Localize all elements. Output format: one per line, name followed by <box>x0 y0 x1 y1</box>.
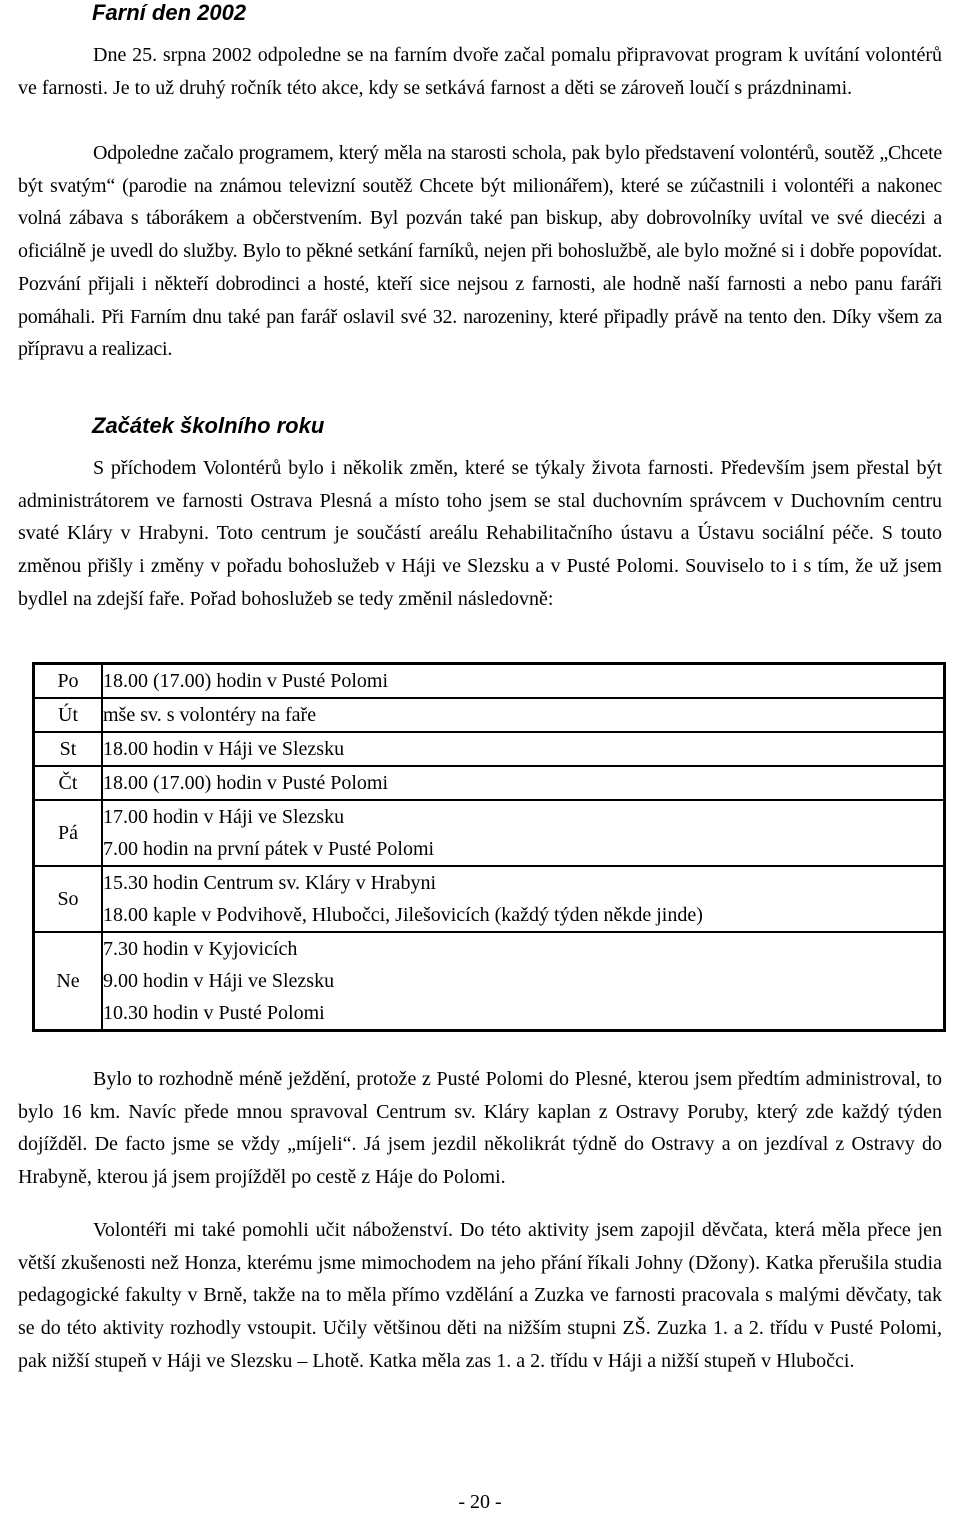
times-cell <box>102 664 945 699</box>
service-time: 10.30 hodin v Pusté Polomi <box>103 1002 325 1024</box>
schedule-row <box>34 866 945 932</box>
service-time: 18.00 (17.00) hodin v Pusté Polomi <box>103 670 389 692</box>
paragraph: S příchodem Volontérů bylo i několik změn, které se týkaly života farnosti. Především jsem přestal být administrátorem ve farnosti Ostrava Plesná a místo toho jsem se stal duchovním správcem v Duchovním centru svaté Kláry v Hrabyni. Toto centrum je součástí areálu Rehabilitačního ústavu a Ústavu sociální péče. S touto změnou přišly i změny v pořadu bohoslužeb v Háji ve Slezsku a v Pusté Polomi. Souviselo to i s tím, že už jsem bydlel na zdejší faře. Pořad bohoslužeb se tedy změnil následovně: <box>18 457 942 610</box>
day-cell: So <box>34 866 103 932</box>
mass-schedule-table <box>32 662 946 1032</box>
schedule-row <box>34 732 945 766</box>
service-time: 18.00 hodin v Háji ve Slezsku <box>103 738 345 760</box>
schedule-row <box>34 932 945 1031</box>
times-cell <box>102 800 945 866</box>
service-time: 17.00 hodin v Háji ve Slezsku <box>103 806 345 828</box>
times-cell <box>102 698 945 732</box>
service-time: 18.00 (17.00) hodin v Pusté Polomi <box>103 772 389 794</box>
paragraph: Dne 25. srpna 2002 odpoledne se na farním dvoře začal pomalu připravovat program k uvítání volontérů ve farnosti. Je to už druhý ročník této akce, kdy se setkává farnost a děti se zároveň loučí s prázdninami. <box>18 44 942 99</box>
day-cell: Út <box>34 698 103 732</box>
service-time: mše sv. s volontéry na faře <box>103 704 317 726</box>
schedule-row <box>34 766 945 800</box>
day-cell: Po <box>34 664 103 699</box>
schedule-row <box>34 698 945 732</box>
section-heading-farni-den: Farní den 2002 <box>92 0 247 25</box>
page-number: - 20 - <box>458 1491 502 1513</box>
times-cell <box>102 732 945 766</box>
times-cell <box>102 766 945 800</box>
service-time: 15.30 hodin Centrum sv. Kláry v Hrabyni <box>103 872 437 894</box>
day-cell: Pá <box>34 800 103 866</box>
paragraph: Odpoledne začalo programem, který měla na starosti schola, pak bylo představení volontérů, soutěž „Chcete být svatým“ (parodie na známou televizní soutěž Chcete být milionářem), které se zúčastnili i volontéři a nakonec volná zábava s táborákem a občerstvením. Byl pozván také pan biskup, aby dobrovolníky uvítal ve své diecézi a oficiálně je uvedl do služby. Bylo to pěkné setkání farníků, nejen při bohoslužbě, ale bylo možné si i dobře popovídat. Pozvání přijali i někteří dobrodinci a hosté, kteří sice nejsou z farnosti, ale hodně naší farnosti a nebo panu faráři pomáhali. Při Farním dnu také pan farář oslavil své 32. narozeniny, které připadly právě na tento den. Díky všem za přípravu a realizaci. <box>18 142 942 361</box>
schedule-row <box>34 800 945 866</box>
schedule-row <box>34 664 945 699</box>
service-time: 9.00 hodin v Háji ve Slezsku <box>103 970 335 992</box>
day-cell: St <box>34 732 103 766</box>
times-cell <box>102 866 945 932</box>
service-time: 7.30 hodin v Kyjovicích <box>103 938 298 960</box>
service-time: 7.00 hodin na první pátek v Pusté Polomi <box>103 838 435 860</box>
paragraph: Bylo to rozhodně méně ježdění, protože z Pusté Polomi do Plesné, kterou jsem předtím administroval, to bylo 16 km. Navíc přede mnou spravoval Centrum sv. Kláry kaplan z Ostravy Poruby, který zde každý týden dojížděl. De facto jsme se vždy „míjeli“. Já jsem jezdil několikrát týdně do Ostravy a on jezdíval z Ostravy do Hrabyně, kterou já jsem projížděl po cestě z Háje do Polomi. <box>18 1068 942 1189</box>
service-time: 18.00 kaple v Podvihově, Hlubočci, Jilešovicích (každý týden někde jinde) <box>103 904 703 926</box>
day-cell: Ne <box>34 932 103 1031</box>
section-heading-zacatek-skolniho-roku: Začátek školního roku <box>92 413 325 438</box>
paragraph: Volontéři mi také pomohli učit náboženství. Do této aktivity jsem zapojil děvčata, která měla přece jen větší zkušenosti než Honza, kterému jsme mimochodem na jeho přání říkali Johny (Džony). Katka přerušila studia pedagogické fakulty v Brně, takže na to měla přímo vzdělání a Zuzka ve farnosti pracovala s malými děvčaty, tak se do této aktivity rozhodly vstoupit. Učily většinou děti na nižším stupni ZŠ. Zuzka 1. a 2. třídu v Pusté Polomi, pak nižší stupeň v Háji ve Slezsku – Lhotě. Katka měla zas 1. a 2. třídu v Háji a nižší stupeň v Hlubočci. <box>18 1219 942 1372</box>
times-cell <box>102 932 945 1031</box>
day-cell: Čt <box>34 766 103 800</box>
